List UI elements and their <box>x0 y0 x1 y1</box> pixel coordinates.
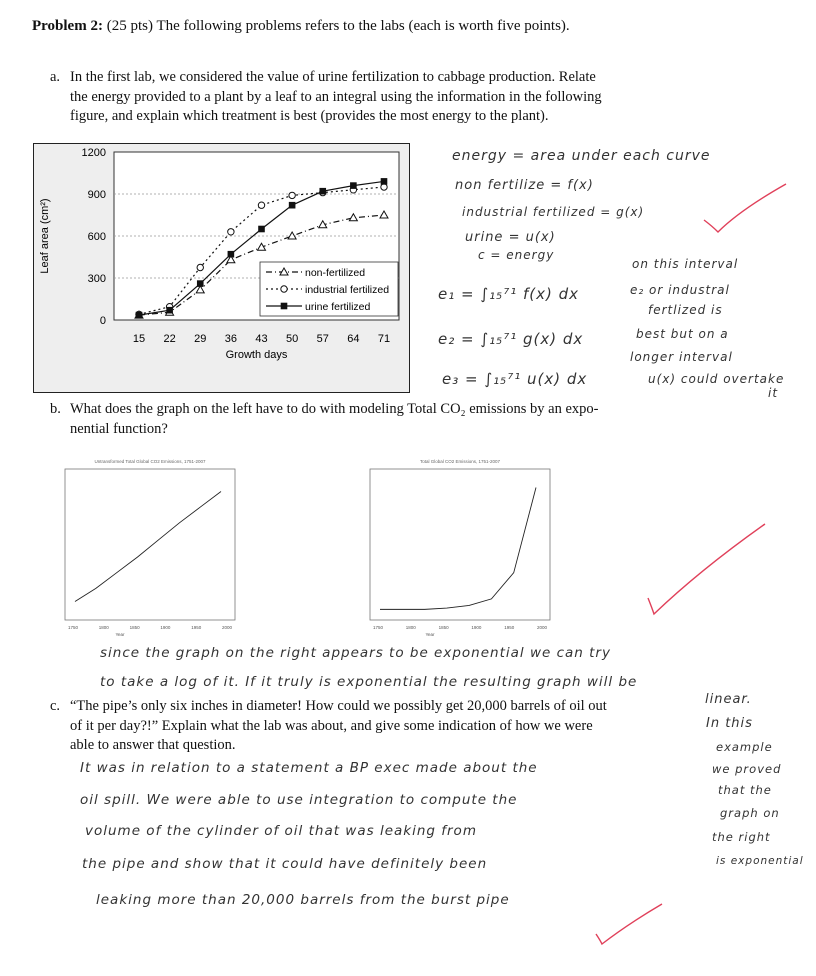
part-a-line: the energy provided to a plant by a leaf to an integral using the information in the following <box>70 88 602 105</box>
x-tick-label: 43 <box>255 333 268 345</box>
data-point-square <box>319 188 326 195</box>
hand-c-side-3: that the <box>718 783 772 797</box>
mini-x-tick: 1800 <box>98 625 109 630</box>
data-point-circle <box>281 286 287 292</box>
x-axis-label: Growth days <box>225 349 288 361</box>
part-b-line: What does the graph on the left have to do with modeling Total CO₂ emissions by an expo- <box>70 401 599 417</box>
hand-c-line-3: the pipe and show that it could have definitely been <box>82 856 488 872</box>
x-tick-label: 71 <box>377 333 391 345</box>
hand-industrial: industrial fertilized = g(x) <box>462 205 645 219</box>
hand-side-a-2: fertlized is <box>648 303 723 317</box>
y-tick-label: 600 <box>87 231 106 243</box>
hand-c-energy: c = energy <box>478 248 555 262</box>
data-point-square <box>381 178 388 185</box>
data-point-circle <box>228 229 234 235</box>
hand-c-side-2: we proved <box>712 762 782 776</box>
x-tick-label: 57 <box>316 333 329 345</box>
legend-label: industrial fertilized <box>305 284 390 296</box>
co2-untransformed-chart <box>45 455 245 645</box>
hand-urine: urine = u(x) <box>465 230 556 245</box>
hand-energy-area: energy = area under each curve <box>452 148 711 164</box>
hand-b-line-0: since the graph on the right appears to be exponential we can try <box>100 645 611 661</box>
red-check-c <box>590 900 670 950</box>
data-point-square <box>136 312 143 319</box>
mini-x-tick: 1850 <box>438 625 449 630</box>
part-b-marker: b. <box>50 401 61 417</box>
hand-e3: e₃ = ∫₁₅⁷¹ u(x) dx <box>442 370 588 388</box>
hand-b-tail: linear. <box>705 692 752 707</box>
problem-header-text: (25 pts) The following problems refers to the labs (each is worth five points). <box>106 18 570 34</box>
mini-chart-title: Untransformed Total Global CO2 Emissions, 1751-2007 <box>94 459 206 464</box>
x-tick-label: 64 <box>347 333 360 345</box>
part-a-line: In the first lab, we considered the value of urine fertilization to cabbage production. Relate <box>70 69 596 85</box>
hand-c-line-0: It was in relation to a statement a BP exec made about the <box>80 760 538 776</box>
problem-label: Problem 2: <box>32 18 103 34</box>
leaf-area-figure <box>33 143 410 393</box>
hand-e1: e₁ = ∫₁₅⁷¹ f(x) dx <box>438 285 580 303</box>
mini-x-label: Year <box>115 632 125 637</box>
mini-chart-title: Total Global CO2 Emissions, 1751-2007 <box>419 459 501 464</box>
data-point-square <box>258 226 265 233</box>
hand-non-fertilize: non fertilize = f(x) <box>455 178 594 193</box>
part-c-line: of it per day?!” Explain what the lab was about, and give some indication of how we were <box>70 717 593 734</box>
co2-exponential-chart <box>350 455 560 645</box>
hand-c-line-2: volume of the cylinder of oil that was leaking from <box>85 823 477 839</box>
hand-side-a-1: e₂ or industral <box>630 283 730 297</box>
hand-c-side-6: is exponential <box>716 855 804 867</box>
x-tick-label: 15 <box>132 333 146 345</box>
mini-x-tick: 2000 <box>221 625 233 630</box>
y-tick-label: 0 <box>99 315 106 327</box>
y-tick-label: 900 <box>87 189 106 201</box>
mini-x-tick: 1750 <box>372 625 384 630</box>
mini-x-tick: 2000 <box>536 625 548 630</box>
data-point-square <box>289 202 296 209</box>
hand-c-line-4: leaking more than 20,000 barrels from the burst pipe <box>96 892 510 908</box>
hand-side-a-3: best but on a <box>636 327 729 341</box>
mini-x-tick: 1950 <box>191 625 202 630</box>
data-point-square <box>228 251 235 258</box>
red-check-a <box>700 180 790 240</box>
hand-c-side-4: graph on <box>720 806 780 820</box>
part-c-text <box>70 697 700 756</box>
data-point-square <box>281 303 288 310</box>
part-c-marker: c. <box>50 698 61 714</box>
mini-x-tick: 1900 <box>471 625 482 630</box>
hand-side-a-6: it <box>768 386 779 400</box>
mini-x-tick: 1800 <box>405 625 416 630</box>
y-tick-label: 1200 <box>81 147 106 159</box>
data-point-square <box>197 280 204 287</box>
y-axis-label: Leaf area (cm²) <box>39 198 51 274</box>
part-a-marker: a. <box>50 69 61 85</box>
problem-header <box>32 18 570 35</box>
data-point-square <box>166 307 173 314</box>
hand-c-side-1: example <box>716 740 773 754</box>
part-a-line: figure, and explain which treatment is best (provides the most energy to the plant). <box>70 108 549 124</box>
mini-x-tick: 1900 <box>160 625 171 630</box>
red-check-b <box>640 520 770 620</box>
mini-plot-area <box>370 469 550 620</box>
legend-label: urine fertilized <box>305 301 371 313</box>
hand-c-line-1: oil spill. We were able to use integration to compute the <box>80 792 518 808</box>
hand-c-side-0: In this <box>706 716 753 731</box>
mini-plot-area <box>65 469 235 620</box>
hand-side-a-0: on this interval <box>632 257 739 271</box>
data-point-circle <box>289 192 295 198</box>
part-c-line: able to answer that question. <box>70 737 236 753</box>
hand-b-line-1: to take a log of it. If it truly is exponential the resulting graph will be <box>100 674 638 690</box>
x-tick-label: 29 <box>194 333 207 345</box>
mini-x-tick: 1850 <box>129 625 140 630</box>
legend-label: non-fertilized <box>305 267 366 279</box>
part-c-line: “The pipe’s only six inches in diameter! How could we possibly get 20,000 barrels of oil out <box>70 698 607 714</box>
data-point-circle <box>197 264 203 270</box>
data-point-circle <box>258 202 264 208</box>
part-b-text <box>70 400 710 439</box>
mini-x-label: Year <box>425 632 435 637</box>
hand-e2: e₂ = ∫₁₅⁷¹ g(x) dx <box>438 330 584 348</box>
hand-c-side-5: the right <box>712 830 771 844</box>
part-b-line: nential function? <box>70 420 168 437</box>
mini-x-tick: 1750 <box>67 625 79 630</box>
x-tick-label: 36 <box>224 333 237 345</box>
x-tick-label: 50 <box>286 333 299 345</box>
part-a-text <box>70 68 710 127</box>
hand-side-a-5: u(x) could overtake <box>648 372 785 386</box>
mini-x-tick: 1950 <box>504 625 515 630</box>
data-point-circle <box>381 184 387 190</box>
hand-side-a-4: longer interval <box>630 350 733 364</box>
y-tick-label: 300 <box>87 273 106 285</box>
data-point-square <box>350 182 357 189</box>
leaf-area-chart <box>34 144 409 392</box>
x-tick-label: 22 <box>163 333 176 345</box>
